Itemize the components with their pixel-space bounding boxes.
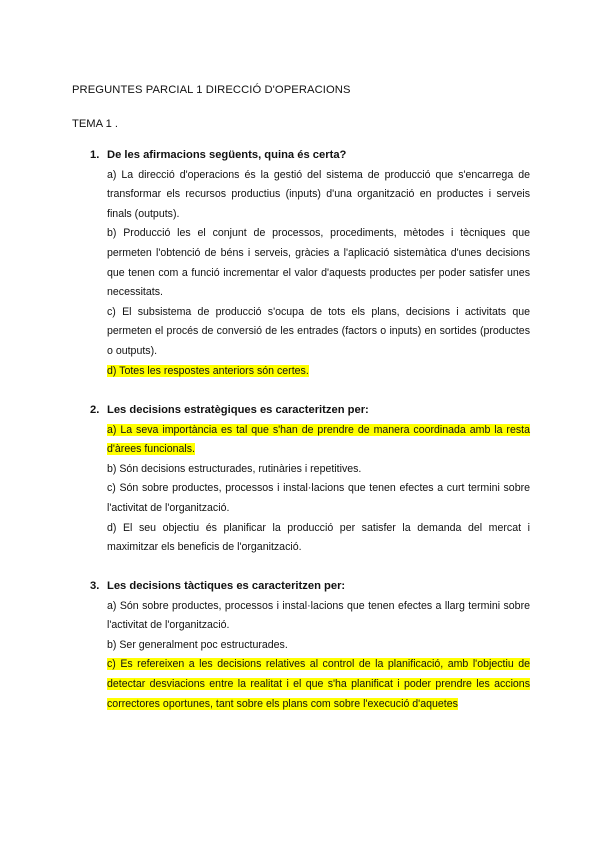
question-heading	[90, 146, 530, 166]
option-b	[107, 224, 530, 302]
question-number: 2.	[90, 404, 100, 416]
question-heading	[90, 577, 530, 597]
document-title: PREGUNTES PARCIAL 1 DIRECCIÓ D'OPERACIONS	[72, 84, 351, 96]
option-text: a) Són sobre productes, processos i instal·lacions que tenen efectes a llarg termini sobre l'activitat de l'organització.	[107, 599, 530, 632]
option-list	[107, 166, 530, 382]
option-a	[107, 421, 530, 460]
option-d	[107, 362, 530, 382]
option-c	[107, 479, 530, 518]
option-text: b) Producció les el conjunt de processos, procediments, mètodes i tècniques que permeten l'obtenció de béns i serveis, gràcies a l'aplicació sistemàtica d'unes decisions que tenen com a funció incrementar el valor d'aquests productes per poder satisfer unes necessitats.	[107, 227, 530, 299]
option-text: c) El subsistema de producció s'ocupa de tots els plans, decisions i activitats que permeten el procés de conversió de les entrades (factors o inputs) en sortides (productes o outputs).	[107, 305, 530, 357]
option-b	[107, 460, 530, 480]
option-text: d) El seu objectiu és planificar la producció per satisfer la demanda del mercat i maximitzar els beneficis de l'organització.	[107, 521, 530, 554]
option-c	[107, 655, 530, 714]
question-text: De les afirmacions següents, quina és certa?	[107, 149, 347, 161]
question-text: Les decisions tàctiques es caracteritzen per:	[107, 580, 346, 592]
option-a	[107, 597, 530, 636]
question-3	[90, 577, 530, 714]
question-text: Les decisions estratègiques es caracteritzen per:	[107, 404, 369, 416]
highlighted-answer: d) Totes les respostes anteriors són certes.	[107, 364, 309, 377]
question-1	[90, 146, 530, 381]
highlighted-answer: c) Es refereixen a les decisions relatives al control de la planificació, amb l'objectiu de detectar desviacions entre la realitat i el que s'ha planificat i poder prendre les accions correctores oportunes, tant sobre els plans com sobre l'execució d'aquetes	[107, 658, 530, 710]
highlighted-answer: a) La seva importància es tal que s'han de prendre de manera coordinada amb la resta d'àrees funcionals.	[107, 423, 530, 456]
section-heading: TEMA 1 .	[72, 118, 119, 130]
option-d	[107, 519, 530, 558]
option-text: b) Són decisions estructurades, rutinàries i repetitives.	[107, 462, 362, 475]
option-text: a) La direcció d'operacions és la gestió del sistema de producció que s'encarrega de transformar els recursos productius (inputs) d'una organització en productes i serveis finals (outputs).	[107, 168, 530, 220]
question-number: 3.	[90, 580, 100, 592]
option-c	[107, 303, 530, 362]
question-heading	[90, 401, 530, 421]
option-text: b) Ser generalment poc estructurades.	[107, 638, 288, 651]
question-2	[90, 401, 530, 558]
question-number: 1.	[90, 149, 100, 161]
option-list	[107, 597, 530, 715]
option-text: c) Són sobre productes, processos i instal·lacions que tenen efectes a curt termini sobre l'activitat de l'organització.	[107, 482, 530, 514]
option-b	[107, 636, 530, 656]
option-a	[107, 166, 530, 225]
option-list	[107, 421, 530, 558]
